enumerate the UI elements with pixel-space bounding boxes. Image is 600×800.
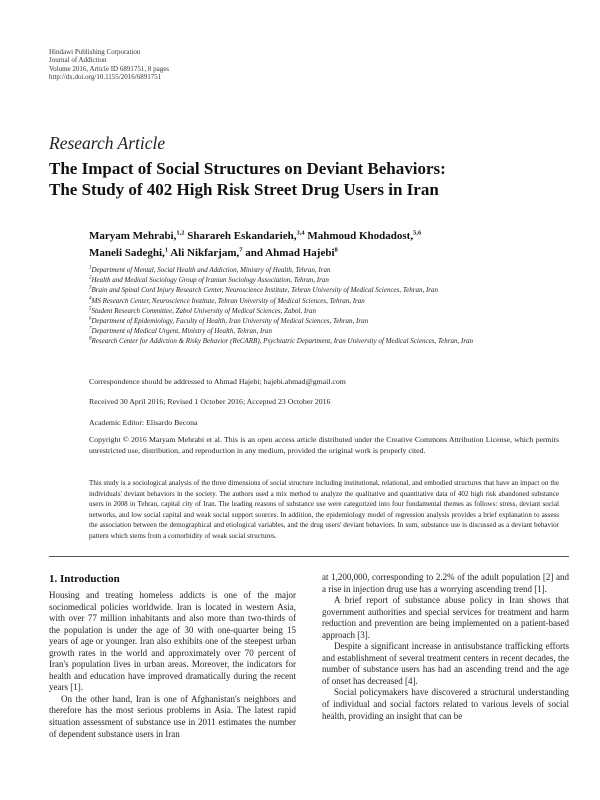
author-name: and Ahmad Hajebi <box>245 247 335 259</box>
author-line-2 <box>89 245 569 262</box>
dates-line: Received 30 April 2016; Revised 1 October 2016; Accepted 23 October 2016 <box>89 397 331 406</box>
title-line-1: The Impact of Social Structures on Deviant Behaviors: <box>49 159 446 178</box>
abstract-text: This study is a sociological analysis of the three dimensions of social structure including institutional, relational, and embodied structures that have an impact on the individuals' deviant behaviors in the society. The authors used a mix method to analyze the qualitative and quantitative data of 402 high risk abandoned substance users in 2008 in Tehran, capital city of Iran. The leading reasons of substance use were categorized into four fundamental themes as follows: stress, deviant social networks, and low social capital and weak social support sources. In addition, the epidemiology model of regression analysis provides a brief explanation to assess the association between the demographical and etiological variables, and the drug users' deviant behaviors. In sum, substance use is discussed as a deviant behavior pattern which stems from a comorbidity of weak social structures. <box>89 479 559 540</box>
affiliation-text: MS Research Center, Neuroscience Institute, Tehran University of Medical Sciences, Tehran, Iran <box>91 296 365 305</box>
journal-name: Journal of Addiction <box>49 56 107 65</box>
author-affil-ref: 7 <box>239 246 243 254</box>
publisher-name: Hindawi Publishing Corporation <box>49 48 141 56</box>
affiliation-text: Department of Mental, Social Health and Addiction, Ministry of Health, Tehran, Iran <box>91 266 331 274</box>
title-line-2: The Study of 402 High Risk Street Drug Users in Iran <box>49 180 439 199</box>
affiliation-text: Department of Medical Urgent, Ministry of Health, Tehran, Iran <box>91 327 272 336</box>
author-name: Sharareh Eskandarieh, <box>187 230 297 242</box>
affiliation-item <box>89 336 559 346</box>
paragraph: A brief report of substance abuse policy in Iran shows that government authorities and special services for treatment and harm reduction and prevention are being implemented on a patient-based approach [3]. <box>322 595 569 640</box>
author-name: Ali Nikfarjam, <box>170 247 240 259</box>
journal-header <box>49 48 169 82</box>
affiliation-number: 8 <box>89 337 92 343</box>
author-affil-ref: 3,4 <box>296 229 305 237</box>
affiliation-number: 5 <box>89 306 92 312</box>
section-heading: 1. Introduction <box>49 573 120 585</box>
affiliation-item <box>89 275 559 285</box>
affiliation-item <box>89 296 559 306</box>
author-name: Mahmoud Khodadost, <box>307 230 414 242</box>
right-column <box>322 572 569 722</box>
author-name: Maneli Sadeghi, <box>89 247 165 259</box>
affiliation-item <box>89 265 559 275</box>
affiliation-number: 2 <box>89 275 92 281</box>
section-divider <box>49 556 569 557</box>
volume-info: Volume 2016, Article ID 6891751, 8 pages <box>49 64 170 73</box>
left-column <box>49 590 296 740</box>
affiliation-text: Brain and Spinal Cord Injury Research Center, Neuroscience Institute, Tehran University of Medical Sciences, Tehran, Iran <box>91 286 439 295</box>
affiliation-number: 6 <box>89 316 92 322</box>
correspondence-line: Correspondence should be addressed to Ahmad Hajebi; hajebi.ahmad@gmail.com <box>89 377 346 386</box>
affiliation-item <box>89 306 559 316</box>
paragraph: at 1,200,000, corresponding to 2.2% of the adult population [2] and a rise in injection drug use has a worrying ascending trend [1]. <box>322 572 569 594</box>
affiliation-list <box>89 265 559 347</box>
paragraph: Social policymakers have discovered a structural understanding of individual and social factors related to various levels of social health, providing an insight that can be <box>322 687 569 721</box>
author-affil-ref: 5,6 <box>413 229 422 237</box>
affiliation-text: Research Center for Addiction & Risky Behavior (ReCARB), Psychiatric Department, Iran University of Medical Sciences, Tehran, Iran <box>91 337 474 346</box>
author-affil-ref: 1,2 <box>176 229 185 237</box>
affiliation-number: 1 <box>89 265 92 271</box>
author-affil-ref: 8 <box>334 246 338 254</box>
author-affil-ref: 1 <box>164 246 169 254</box>
copyright-notice: Copyright © 2016 Maryam Mehrabi et al. This is an open access article distributed under the Creative Commons Attribution License, which permits unrestricted use, distribution, and reproduction in any medium, provided the original work is properly cited. <box>89 435 559 455</box>
affiliation-item <box>89 285 559 295</box>
author-line-1 <box>89 228 569 245</box>
author-list <box>89 228 569 262</box>
affiliation-text: Department of Epidemiology, Faculty of Health, Iran University of Medical Sciences, Tehran, Iran <box>91 317 369 326</box>
paragraph: Housing and treating homeless addicts is one of the major sociomedical policies worldwide. Iran is located in western Asia, with over 77 million inhabitants and also more than two-thirds of the population is under the age of 30 with one-quarter being 15 years of age or younger. Iran also exhibits one of the steepest urban growth rates in the world and approximately over 70 percent of Iran's population lives in urban areas. Moreover, the indicators for health and education have improved dramatically during the recent years [1]. <box>49 590 296 693</box>
article-type: Research Article <box>49 133 166 153</box>
affiliation-item <box>89 326 559 336</box>
affiliation-text: Student Research Committee, Zabol University of Medical Sciences, Zabol, Iran <box>91 306 316 315</box>
affiliation-number: 7 <box>89 326 92 332</box>
editor-line: Academic Editor: Elisardo Becona <box>89 418 198 427</box>
doi-link[interactable]: http://dx.doi.org/10.1155/2016/6891751 <box>49 73 162 82</box>
affiliation-number: 4 <box>89 296 92 302</box>
article-title <box>49 158 569 200</box>
affiliation-text: Health and Medical Sociology Group of Iranian Sociology Association, Tehran, Iran <box>91 276 329 285</box>
paragraph: Despite a significant increase in antisubstance trafficking efforts and establishment of several treatment centers in recent decades, the number of substance users has had an ascending trend and the age of onset has decreased [4]. <box>322 641 569 686</box>
affiliation-item <box>89 316 559 326</box>
paragraph: On the other hand, Iran is one of Afghanistan's neighbors and therefore has the most serious problems in Asia. The latest rapid situation assessment of substance use in 2011 estimates the number of dependent substance users in Iran <box>49 693 296 739</box>
affiliation-number: 3 <box>89 286 92 292</box>
author-name: Maryam Mehrabi, <box>89 230 177 242</box>
